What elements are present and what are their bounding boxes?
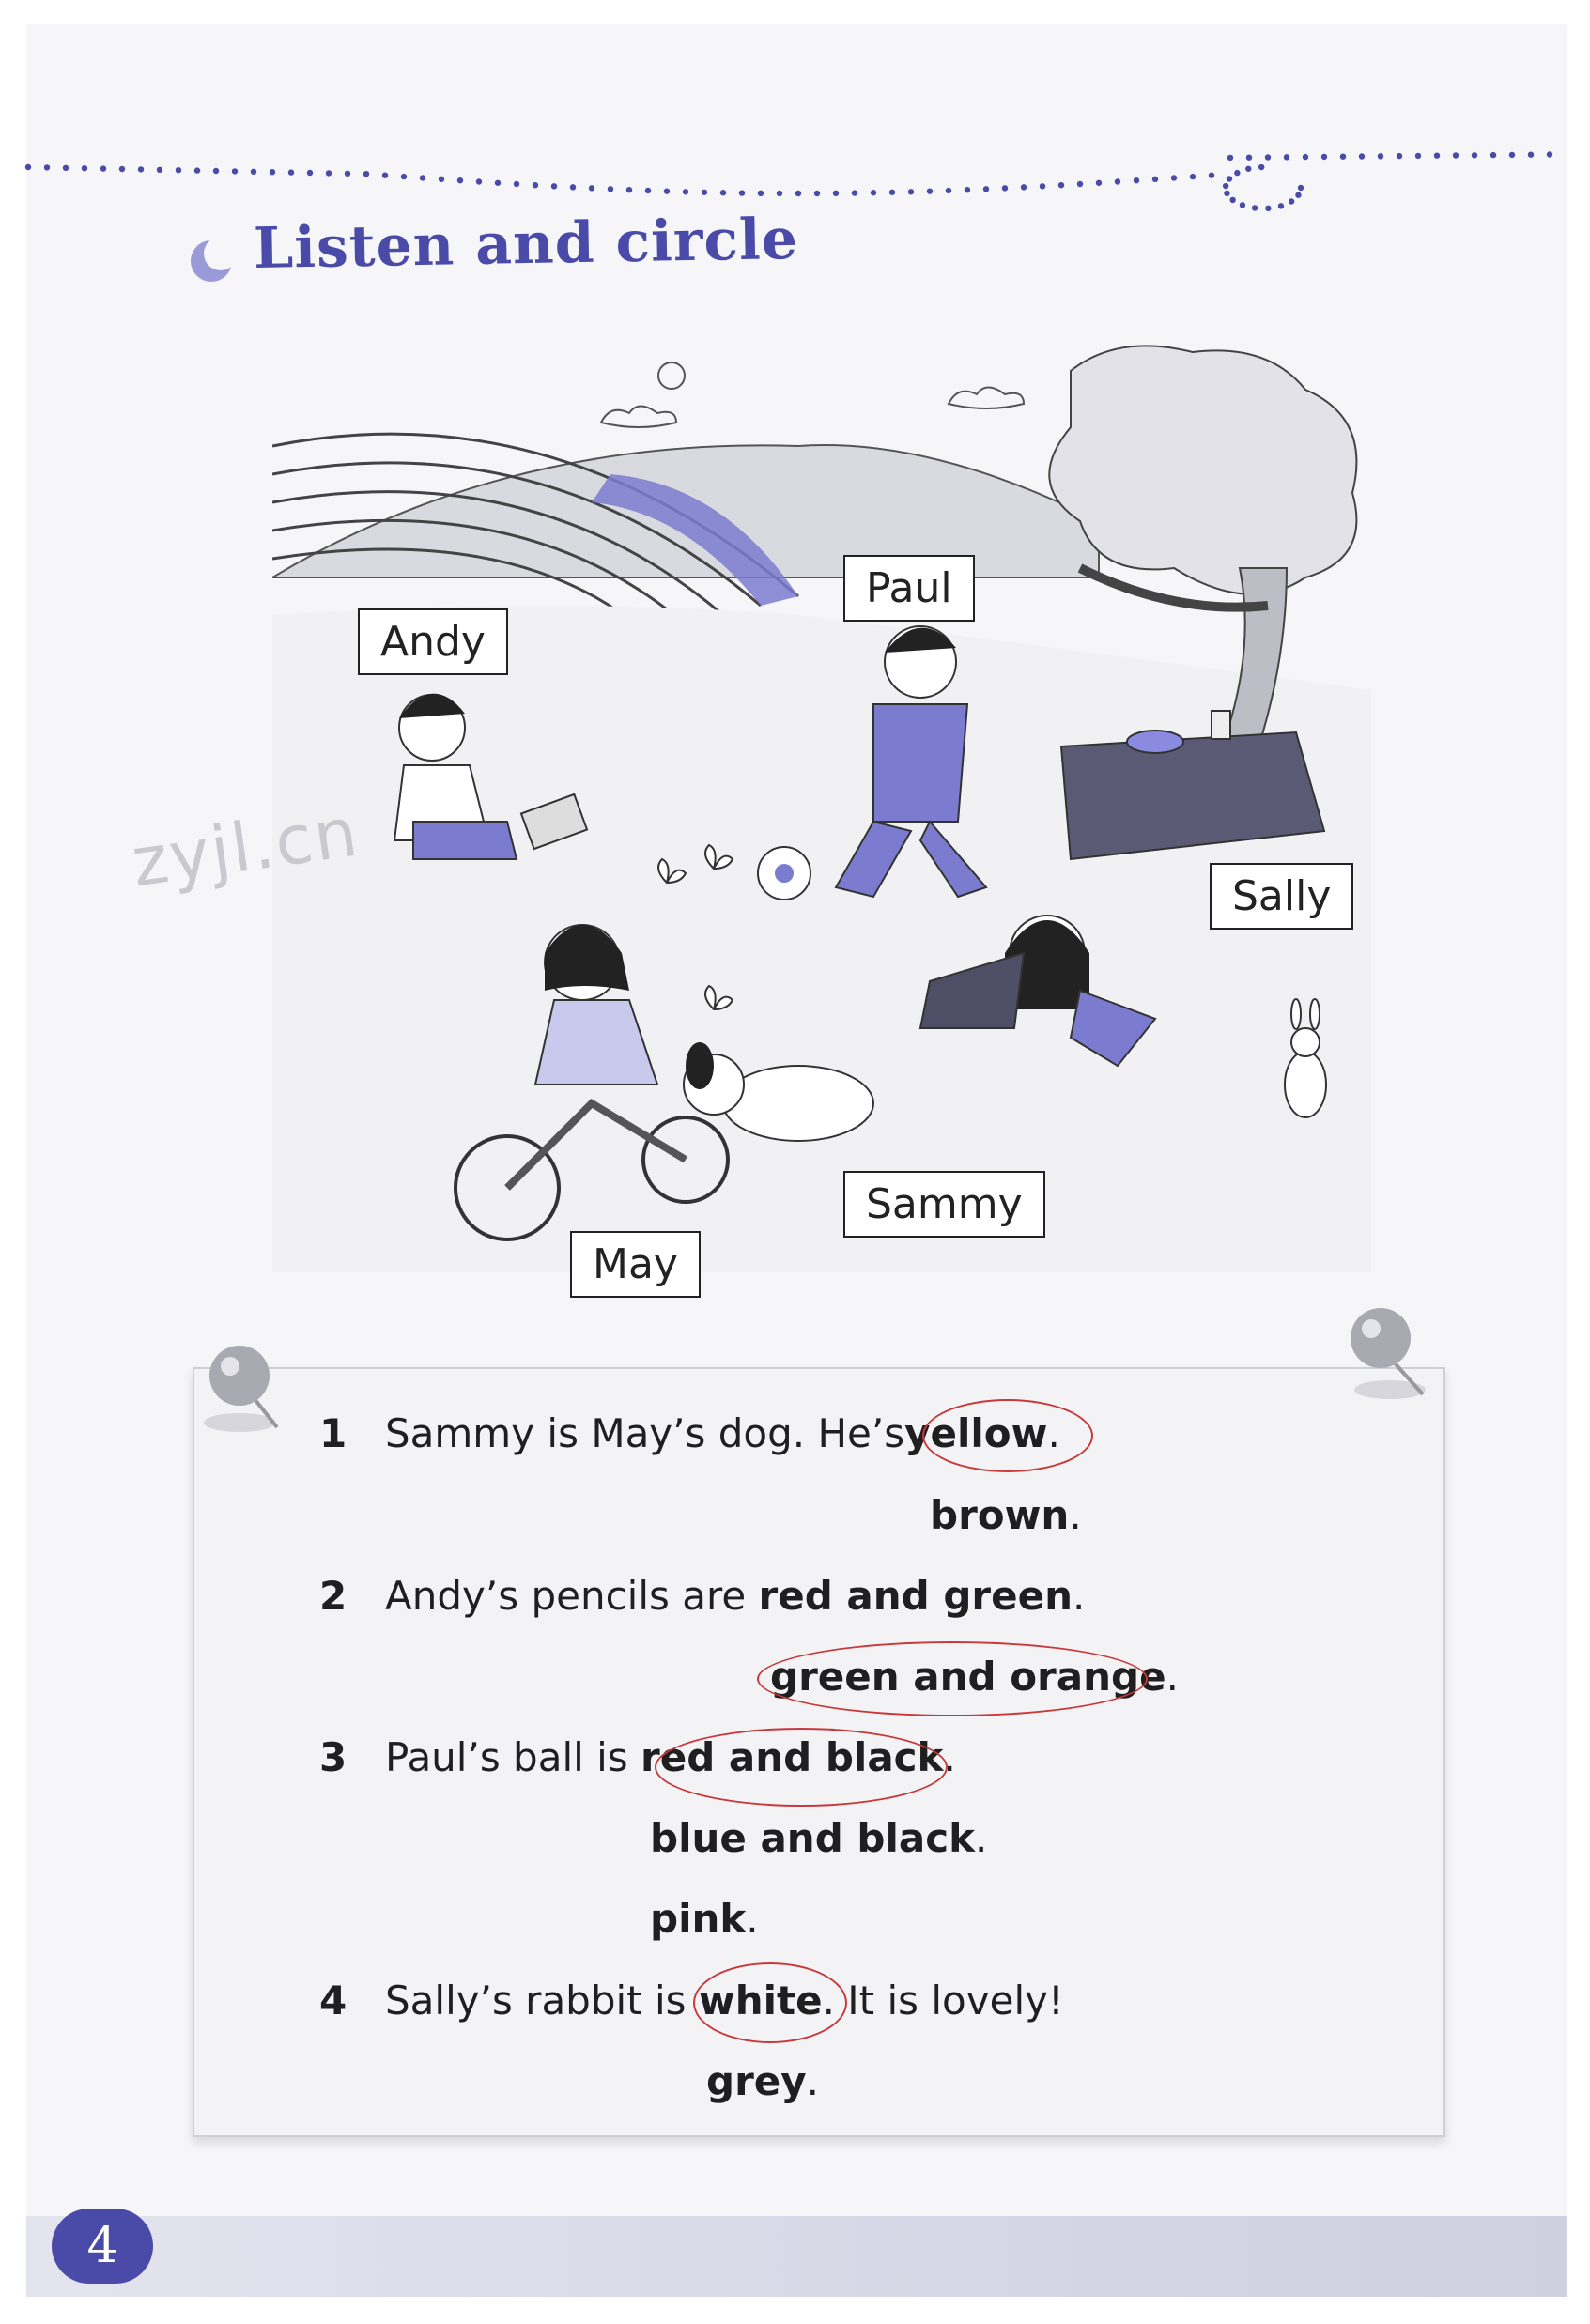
decor-dot — [1547, 151, 1552, 157]
decor-dot — [232, 168, 238, 174]
decor-dot — [1021, 184, 1027, 190]
decor-dot — [1227, 155, 1233, 161]
decor-dot — [1058, 182, 1064, 188]
decor-dot — [1096, 180, 1102, 186]
decor-dot — [82, 165, 87, 171]
decor-dot — [645, 188, 651, 193]
decor-dot — [326, 170, 332, 176]
decor-dot — [138, 166, 144, 172]
basket-icon — [1127, 731, 1183, 753]
decor-dot — [213, 168, 219, 174]
decor-dot — [1265, 206, 1271, 211]
decor-dot — [927, 188, 933, 193]
decor-dot — [1340, 154, 1346, 160]
question-text: Paul’s ball is red and black. — [385, 1734, 956, 1780]
bottom-band — [26, 2216, 1567, 2297]
decor-dot — [1246, 155, 1252, 161]
decor-dot — [1040, 183, 1045, 189]
decor-dot — [1295, 192, 1301, 198]
decor-dot — [1252, 205, 1258, 210]
decor-dot — [664, 188, 670, 193]
option-line: pink. — [650, 1896, 759, 1942]
decor-dot — [439, 177, 444, 182]
decor-dot — [382, 172, 388, 177]
decor-dot — [514, 181, 519, 187]
decor-dot — [871, 190, 876, 195]
decor-dot — [288, 169, 294, 175]
decor-dot — [739, 190, 745, 195]
question-number: 4 — [319, 1978, 347, 2024]
decor-dot — [63, 165, 69, 171]
decor-dot — [833, 191, 839, 196]
decor-dot — [1240, 202, 1245, 208]
label-paul: Paul — [843, 555, 975, 622]
decor-dot — [570, 184, 576, 190]
decor-dot — [626, 187, 632, 192]
decor-dot — [1490, 152, 1496, 158]
decor-dot — [1229, 197, 1235, 203]
option-line: brown. — [930, 1492, 1082, 1538]
section-title: Listen and circle — [253, 206, 799, 283]
cup-icon — [1212, 711, 1230, 739]
option-text: yellow — [904, 1410, 1048, 1456]
decor-dot — [1321, 154, 1327, 160]
decor-dot — [1223, 183, 1228, 189]
decor-dot — [176, 167, 181, 173]
decor-dot — [270, 169, 275, 175]
decor-dot — [1528, 152, 1534, 158]
pushpin-icon — [1334, 1301, 1437, 1404]
answer-circle — [693, 1962, 847, 2043]
decor-dot — [194, 167, 200, 173]
decor-dot — [1115, 178, 1120, 184]
decor-dot — [157, 167, 162, 173]
decor-dot — [965, 187, 970, 192]
label-may: May — [570, 1231, 701, 1298]
decor-dot — [889, 190, 895, 195]
decor-dot — [1245, 166, 1251, 172]
decor-dot — [401, 174, 407, 179]
decor-dot — [1289, 198, 1294, 204]
decor-dot — [307, 170, 313, 176]
decor-dot — [1415, 153, 1421, 159]
decor-dot — [1265, 154, 1271, 160]
pushpin-icon — [197, 1338, 301, 1441]
question-text: Sammy is May’s dog. He’syellow. — [385, 1410, 1060, 1456]
decor-dot — [589, 185, 594, 191]
decor-dot — [908, 189, 914, 194]
option-line: blue and black. — [650, 1815, 988, 1861]
option-line: green and orange. — [770, 1654, 1179, 1700]
decor-dot — [1378, 153, 1383, 159]
label-sally: Sally — [1210, 863, 1353, 930]
decor-dot — [814, 191, 820, 196]
decor-dot — [1359, 153, 1365, 159]
question-number: 3 — [319, 1734, 347, 1780]
decor-dot — [420, 175, 425, 180]
sun-icon — [658, 362, 685, 389]
decor-dot — [457, 177, 463, 183]
decor-dot — [1077, 181, 1083, 187]
decor-dot — [100, 165, 106, 171]
decor-dot — [533, 182, 538, 188]
answer-circle — [655, 1728, 948, 1807]
decor-dot — [608, 186, 613, 192]
decor-dot — [777, 191, 782, 196]
park-illustration — [272, 333, 1371, 1272]
answer-circle — [922, 1399, 1093, 1472]
decor-dot — [1152, 177, 1158, 182]
decor-dot — [1224, 191, 1229, 196]
decor-dot — [702, 190, 707, 195]
decor-dot — [495, 180, 501, 186]
label-sammy: Sammy — [843, 1171, 1045, 1238]
cloud-icon — [601, 407, 676, 428]
watermark: zyjl.cn — [127, 792, 364, 902]
page-number: 4 — [52, 2209, 153, 2284]
decor-dot — [720, 190, 726, 195]
decor-dot — [1397, 153, 1402, 159]
decor-dot — [1134, 177, 1139, 183]
decor-dot — [1278, 203, 1284, 208]
question-text: Andy’s pencils are red and green. — [385, 1573, 1086, 1619]
decor-dot — [551, 183, 557, 189]
decor-dot — [1002, 185, 1008, 191]
label-andy: Andy — [358, 608, 508, 675]
decor-dot — [345, 171, 350, 177]
decor-dot — [1434, 153, 1440, 159]
answer-circle — [757, 1641, 1148, 1716]
decor-dot — [1303, 154, 1308, 160]
decor-dot — [1453, 152, 1459, 158]
decor-dot — [119, 166, 125, 172]
decor-dot — [1284, 154, 1289, 160]
decor-dot — [1227, 176, 1232, 181]
decor-dot — [852, 190, 857, 195]
cloud-icon — [949, 388, 1024, 409]
decor-dot — [758, 191, 764, 196]
decor-dot — [251, 169, 256, 175]
decor-dot — [363, 171, 369, 177]
decor-dot — [946, 188, 951, 193]
decor-dot — [1234, 170, 1240, 176]
moon-icon — [183, 233, 239, 289]
decor-dot — [983, 186, 989, 192]
decor-dot — [1190, 174, 1196, 179]
decor-dot — [1258, 164, 1264, 170]
decor-dot — [1509, 152, 1515, 158]
decor-dot — [795, 191, 801, 196]
question-text: Sally’s rabbit is white. It is lovely! — [385, 1978, 1064, 2024]
option-line: grey. — [706, 2058, 819, 2104]
question-number: 2 — [319, 1573, 347, 1619]
decor-dot — [1209, 172, 1214, 177]
decor-dot — [25, 164, 31, 170]
decor-dot — [1472, 152, 1477, 158]
decor-dot — [476, 178, 482, 184]
decor-dot — [1298, 185, 1304, 191]
decor-dot — [683, 189, 688, 194]
question-number: 1 — [319, 1410, 347, 1456]
decor-dot — [44, 164, 50, 170]
decor-dot — [1171, 175, 1177, 180]
